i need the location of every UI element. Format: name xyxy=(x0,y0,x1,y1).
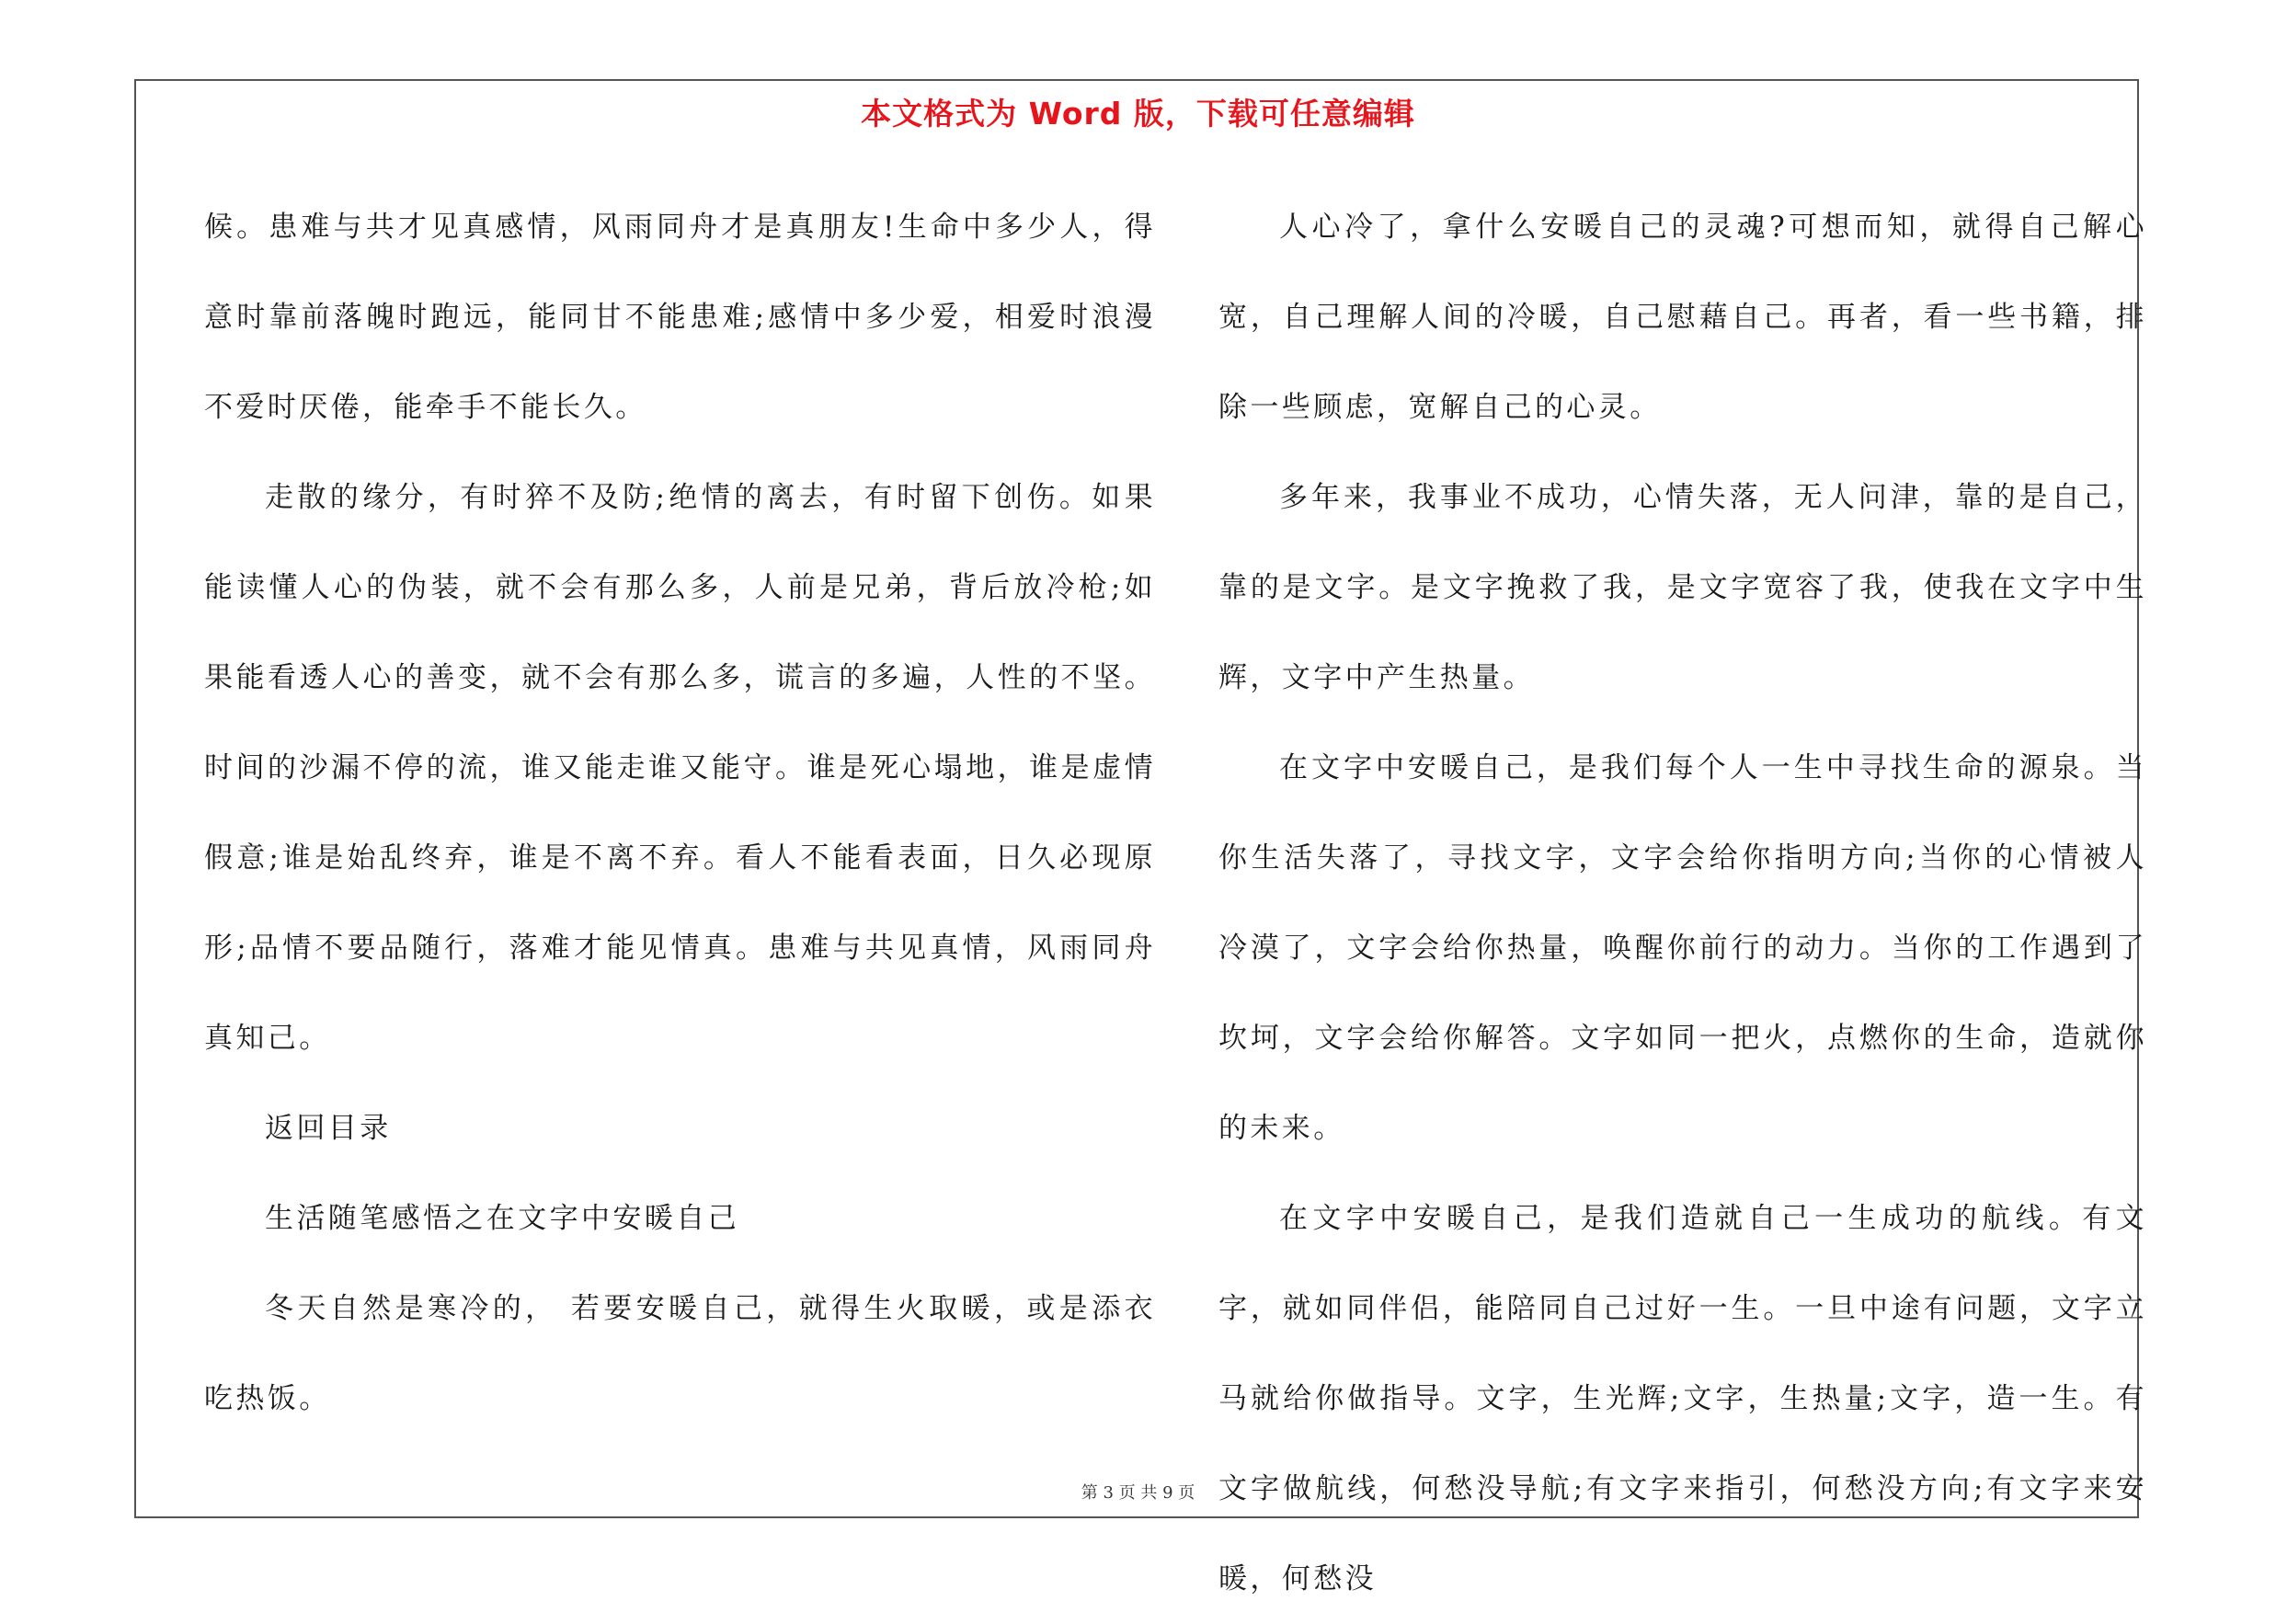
paragraph: 冬天自然是寒冷的， 若要安暖自己，就得生火取暖，或是添衣吃热饭。 xyxy=(204,1292,1156,1415)
section-heading: 生活随笔感悟之在文字中安暖自己 xyxy=(265,1202,739,1235)
paragraph: 走散的缘分，有时猝不及防;绝情的离去，有时留下创伤。如果能读懂人心的伪装，就不会有那么多，人前是兄弟，背后放冷枪;如果能看透人心的善变，就不会有那么多，谎言的多遍，人性的不坚。时间的沙漏不停的流，谁又能走谁又能守。谁是死心塌地，谁是虚情假意;谁是始乱终弃，谁是不离不弃。看人不能看表面，日久必现原形;品情不要品随行，落难才能见情真。患难与共见真情，风雨同舟真知己。 xyxy=(204,481,1156,1055)
paragraph: 人心冷了，拿什么安暖自己的灵魂?可想而知，就得自己解心宽，自己理解人间的冷暖，自己慰藉自己。再者，看一些书籍，排除一些顾虑，宽解自己的心灵。 xyxy=(1218,211,2147,424)
back-to-contents-link[interactable]: 返回目录 xyxy=(265,1112,392,1145)
page-number-footer: 第 3 页 共 9 页 xyxy=(1081,1483,1195,1503)
paragraph: 候。患难与共才见真感情，风雨同舟才是真朋友!生命中多少人，得意时靠前落魄时跑远，能同甘不能患难;感情中多少爱，相爱时浪漫不爱时厌倦，能牵手不能长久。 xyxy=(204,211,1156,424)
paragraph: 在文字中安暖自己，是我们每个人一生中寻找生命的源泉。当你生活失落了，寻找文字，文字会给你指明方向;当你的心情被人冷漠了，文字会给你热量，唤醒你前行的动力。当你的工作遇到了坎坷，文字会给你解答。文字如同一把火，点燃你的生命，造就你的未来。 xyxy=(1218,751,2147,1145)
left-text-column xyxy=(204,182,1156,1444)
paragraph: 多年来，我事业不成功，心情失落，无人问津，靠的是自己，靠的是文字。是文字挽救了我，是文字宽容了我，使我在文字中生辉，文字中产生热量。 xyxy=(1218,481,2147,694)
paragraph: 在文字中安暖自己，是我们造就自己一生成功的航线。有文字，就如同伴侣，能陪同自己过好一生。一旦中途有问题，文字立马就给你做指导。文字，生光辉;文字，生热量;文字，造一生。有文字做航线，何愁没导航;有文字来指引，何愁没方向;有文字来安暖，何愁没 xyxy=(1218,1202,2147,1595)
right-text-column xyxy=(1218,182,2147,1624)
format-notice-banner: 本文格式为 Word 版，下载可任意编辑 xyxy=(861,96,1415,132)
